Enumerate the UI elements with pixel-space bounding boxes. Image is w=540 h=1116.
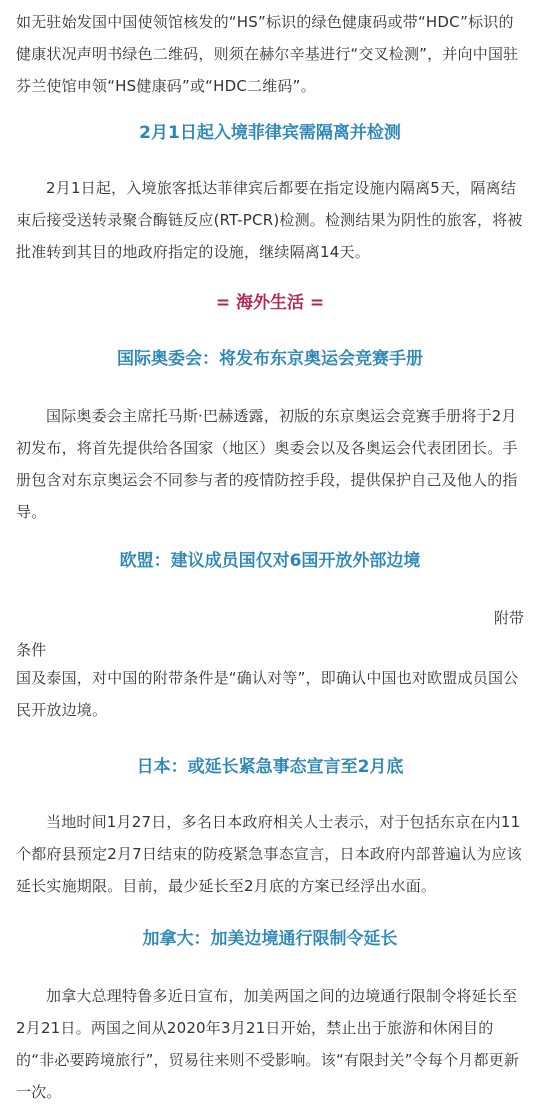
heading-ioc: 国际奥委会：将发布东京奥运会竞赛手册 bbox=[117, 349, 423, 369]
paragraph-eu: 国及泰国，对中国的附带条件是“确认对等”，即确认中国也对欧盟成员国公民开放边境。 bbox=[16, 669, 519, 719]
heading-canada: 加拿大：加美边境通行限制令延长 bbox=[142, 929, 398, 949]
paragraph-eu-fragment-left: 条件 bbox=[16, 641, 47, 659]
heading-philippines: 2月1日起入境菲律宾需隔离并检测 bbox=[139, 123, 401, 143]
paragraph-japan: 当地时间1月27日，多名日本政府相关人士表示，对于包括东京在内11个都府县预定2月7日结束的防疫紧急事态宣言，日本政府内部普遍认为应该延长实施期限。目前，最少延长至2月底的方案已经浮出水面。 bbox=[16, 813, 522, 895]
heading-eu: 欧盟：建议成员国仅对6国开放外部边境 bbox=[119, 551, 421, 571]
section-heading-overseas-life: = 海外生活 = bbox=[215, 293, 325, 313]
paragraph-canada: 加拿大总理特鲁多近日宣布，加美两国之间的边境通行限制令将延长至2月21日。两国之间从2020年3月21日开始，禁止出于旅游和休闲目的的“非必要跨境旅行”，贸易往来则不受影响。该“有限封关”令每个月都更新一次。 bbox=[16, 987, 520, 1101]
paragraph-eu-fragment-right: 附带 bbox=[493, 609, 524, 627]
paragraph-ioc: 国际奥委会主席托马斯·巴赫透露，初版的东京奥运会竞赛手册将于2月初发布，将首先提供给各国家（地区）奥委会以及各奥运会代表团团长。手册包含对东京奥运会不同参与者的疫情防控手段，提供保护自己及他人的指导。 bbox=[16, 407, 518, 521]
paragraph-philippines: 2月1日起，入境旅客抵达菲律宾后都要在指定设施内隔离5天，隔离结束后接受送转录聚合酶链反应(RT-PCR)检测。检测结果为阴性的旅客，将被批准转到其目的地政府指定的设施，继续隔离14天。 bbox=[16, 179, 523, 261]
intro-paragraph: 如无驻始发国中国使领馆核发的“HS”标识的绿色健康码或带“HDC”标识的健康状况声明书绿色二维码，则须在赫尔辛基进行“交叉检测”，并向中国驻芬兰使馆申领“HS健康码”或“HDC二维码”。 bbox=[16, 13, 519, 95]
heading-japan: 日本：或延长紧急事态宣言至2月底 bbox=[136, 757, 404, 777]
